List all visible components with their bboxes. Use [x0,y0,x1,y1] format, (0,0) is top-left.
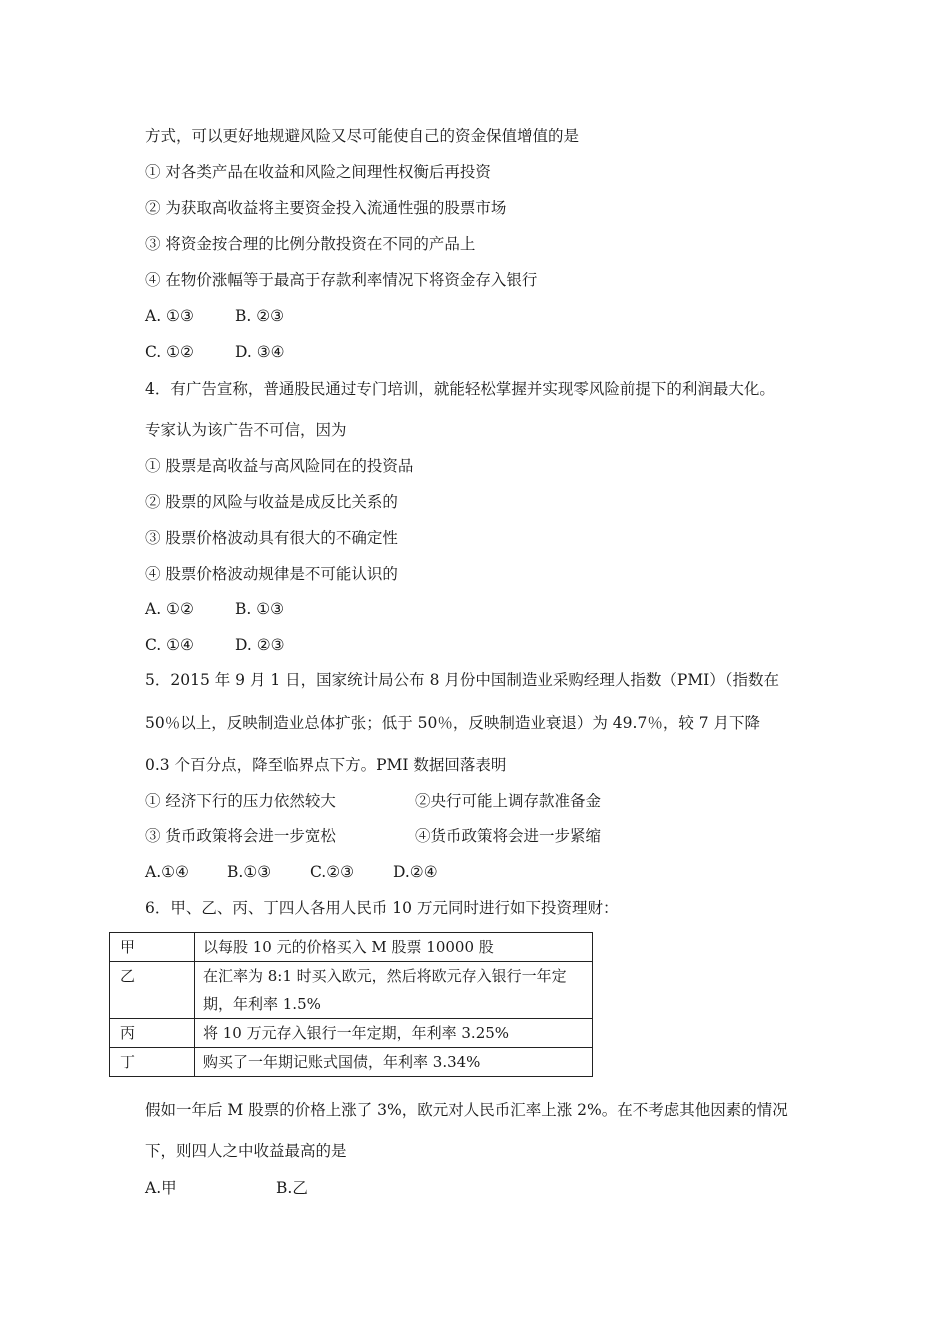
q5-option-1: ① 经济下行的压力依然较大 [145,792,336,810]
q3-choice-d: D. ③④ [235,343,285,361]
investment-description: 将 10 万元存入银行一年定期，年利率 3.25% [195,1019,593,1048]
q5-option-3: ③ 货币政策将会进一步宽松 [145,827,336,845]
investor-name: 甲 [110,933,195,962]
q5-stem-line-3: 0.3 个百分点，降至临界点下方。PMI 数据回落表明 [145,756,507,774]
investment-description: 在汇率为 8:1 时买入欧元，然后将欧元存入银行一年定期，年利率 1.5% [195,962,593,1019]
q3-option-1: ① 对各类产品在收益和风险之间理性权衡后再投资 [145,163,491,181]
q5-choice-d: D.②④ [393,863,438,881]
investor-name: 丙 [110,1019,195,1048]
q5-choice-c: C.②③ [310,863,355,881]
investor-name: 丁 [110,1048,195,1077]
q4-choice-a: A. ①② [145,600,194,618]
q4-choice-d: D. ②③ [235,636,285,654]
q5-stem-line-1: 5．2015 年 9 月 1 日，国家统计局公布 8 月份中国制造业采购经理人指数（PMI）（指数在 [145,671,780,689]
q4-choice-c: C. ①④ [145,636,194,654]
q3-option-2: ② 为获取高收益将主要资金投入流通性强的股票市场 [145,199,507,217]
q5-choice-a: A.①④ [145,863,189,881]
q3-choice-c: C. ①② [145,343,194,361]
q5-stem-line-2: 50％以上，反映制造业总体扩张；低于 50％，反映制造业衰退）为 49.7％，较 7 月下降 [145,714,761,732]
table-row [110,1019,593,1048]
q6-after-line-1: 假如一年后 M 股票的价格上涨了 3%，欧元对人民币汇率上涨 2%。在不考虑其他因素的情况 [145,1101,788,1119]
investment-table [109,932,593,1077]
q6-choice-b: B.乙 [276,1179,308,1197]
q4-option-3: ③ 股票价格波动具有很大的不确定性 [145,529,398,547]
q4-option-2: ② 股票的风险与收益是成反比关系的 [145,493,398,511]
investor-name: 乙 [110,962,195,1019]
q5-option-2: ②央行可能上调存款准备金 [415,792,602,810]
q3-option-4: ④ 在物价涨幅等于最高于存款利率情况下将资金存入银行 [145,271,538,289]
q3-option-3: ③ 将资金按合理的比例分散投资在不同的产品上 [145,235,476,253]
investment-description: 以每股 10 元的价格买入 M 股票 10000 股 [195,933,593,962]
q4-option-1: ① 股票是高收益与高风险同在的投资品 [145,457,414,475]
q6-stem: 6．甲、乙、丙、丁四人各用人民币 10 万元同时进行如下投资理财： [145,899,619,917]
investment-description: 购买了一年期记账式国债，年利率 3.34% [195,1048,593,1077]
table-row [110,962,593,1019]
q4-stem-line-1: 4．有广告宣称，普通股民通过专门培训，就能轻松掌握并实现零风险前提下的利润最大化。 [145,380,775,398]
table-row [110,1048,593,1077]
q3-choice-a: A. ①③ [145,307,194,325]
q3-choice-b: B. ②③ [235,307,285,325]
q4-stem-line-2: 专家认为该广告不可信，因为 [145,421,347,439]
q5-option-4: ④货币政策将会进一步紧缩 [415,827,602,845]
q5-choice-b: B.①③ [227,863,272,881]
q6-after-line-2: 下，则四人之中收益最高的是 [145,1142,347,1160]
q6-choice-a: A.甲 [145,1179,177,1197]
q4-option-4: ④ 股票价格波动规律是不可能认识的 [145,565,398,583]
table-row [110,933,593,962]
q4-choice-b: B. ①③ [235,600,285,618]
q3-stem: 方式，可以更好地规避风险又尽可能使自己的资金保值增值的是 [145,127,580,145]
